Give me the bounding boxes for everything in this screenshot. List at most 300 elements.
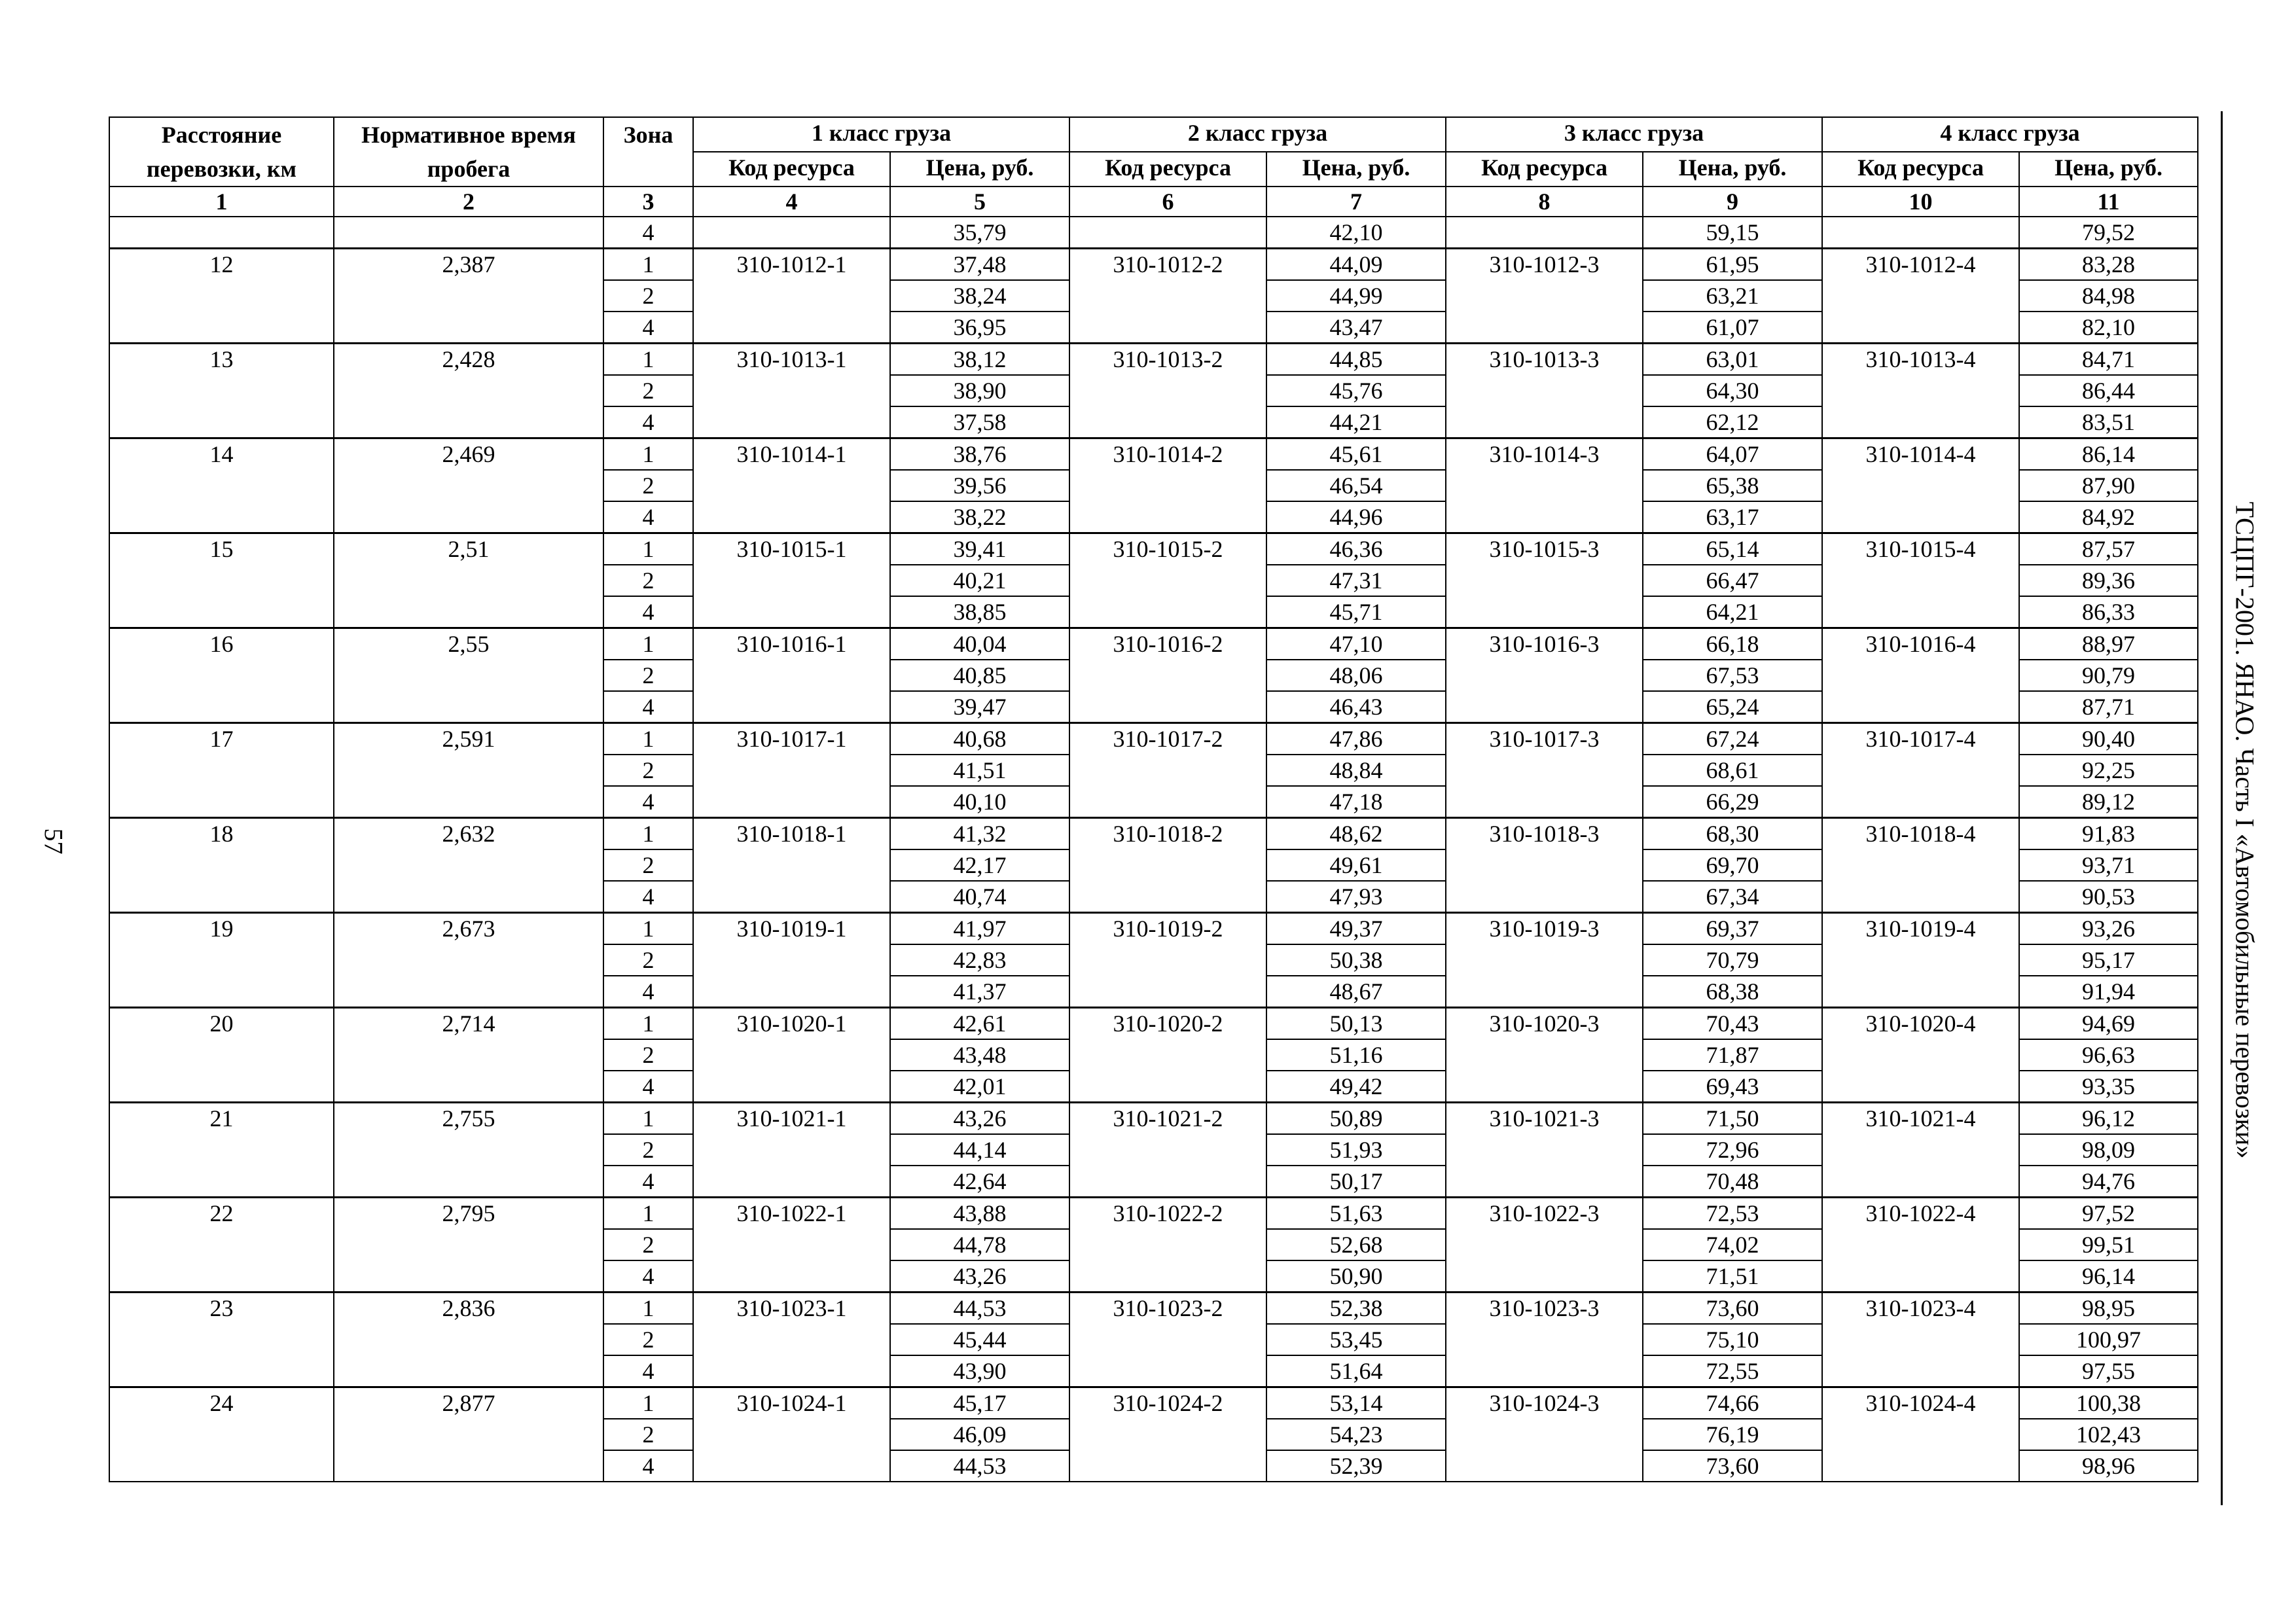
code-cell (1069, 217, 1266, 249)
price-cell: 49,42 (1266, 1071, 1446, 1103)
zone-cell: 2 (603, 1134, 693, 1166)
price-cell: 59,15 (1643, 217, 1822, 249)
table-row (109, 596, 2198, 628)
price-cell: 40,68 (890, 723, 1069, 755)
code-cell: 310-1012-1 (693, 249, 890, 281)
distance-cell: 22 (109, 1198, 334, 1230)
price-cell: 100,38 (2019, 1387, 2198, 1419)
norm-time-cell (334, 375, 603, 406)
code-cell: 310-1014-3 (1446, 438, 1643, 471)
code-cell (1822, 1324, 2019, 1355)
price-cell: 69,70 (1643, 849, 1822, 881)
price-cell: 44,21 (1266, 406, 1446, 438)
price-cell: 65,38 (1643, 470, 1822, 501)
code-cell (1822, 501, 2019, 533)
price-cell: 42,83 (890, 944, 1069, 976)
header-norm-time: Нормативное время пробега (334, 117, 603, 187)
table-row (109, 1103, 2198, 1135)
table-body (109, 217, 2198, 1482)
norm-time-cell (334, 1419, 603, 1450)
header-class-2: 2 класс груза (1069, 117, 1446, 152)
price-cell: 41,97 (890, 913, 1069, 945)
price-cell: 95,17 (2019, 944, 2198, 976)
table-row (109, 913, 2198, 945)
price-cell: 50,89 (1266, 1103, 1446, 1135)
price-cell: 86,14 (2019, 438, 2198, 471)
code-cell (1446, 1450, 1643, 1482)
price-cell: 38,22 (890, 501, 1069, 533)
code-cell (693, 786, 890, 818)
price-cell: 61,95 (1643, 249, 1822, 281)
code-cell (1069, 1450, 1266, 1482)
distance-cell (109, 1419, 334, 1450)
price-cell: 43,88 (890, 1198, 1069, 1230)
code-cell (1069, 565, 1266, 596)
code-cell: 310-1014-4 (1822, 438, 2019, 471)
table-row (109, 723, 2198, 755)
price-cell: 96,12 (2019, 1103, 2198, 1135)
table-row (109, 849, 2198, 881)
code-cell (1069, 1355, 1266, 1387)
price-cell: 92,25 (2019, 755, 2198, 786)
price-cell: 64,07 (1643, 438, 1822, 471)
code-cell (1446, 849, 1643, 881)
price-cell: 70,79 (1643, 944, 1822, 976)
code-cell (693, 660, 890, 691)
code-cell (1069, 976, 1266, 1008)
price-cell: 51,93 (1266, 1134, 1446, 1166)
price-cell: 65,14 (1643, 533, 1822, 565)
table-row (109, 818, 2198, 850)
price-cell: 40,21 (890, 565, 1069, 596)
table-row (109, 1134, 2198, 1166)
table-row (109, 1324, 2198, 1355)
price-cell: 98,09 (2019, 1134, 2198, 1166)
price-cell: 66,47 (1643, 565, 1822, 596)
table-row (109, 344, 2198, 376)
price-cell: 50,38 (1266, 944, 1446, 976)
norm-time-cell: 2,387 (334, 249, 603, 281)
norm-time-cell: 2,55 (334, 628, 603, 660)
price-cell: 42,01 (890, 1071, 1069, 1103)
code-cell (693, 849, 890, 881)
distance-cell (109, 312, 334, 344)
distance-cell (109, 1355, 334, 1387)
code-cell (1822, 1134, 2019, 1166)
price-cell: 51,64 (1266, 1355, 1446, 1387)
price-cell: 36,95 (890, 312, 1069, 344)
code-cell (1446, 1419, 1643, 1450)
code-cell (1822, 849, 2019, 881)
code-cell: 310-1015-2 (1069, 533, 1266, 565)
code-cell (1446, 976, 1643, 1008)
code-cell: 310-1023-2 (1069, 1293, 1266, 1325)
price-cell: 90,40 (2019, 723, 2198, 755)
code-cell (693, 1419, 890, 1450)
price-cell: 99,51 (2019, 1229, 2198, 1260)
distance-cell (109, 1260, 334, 1293)
distance-cell (109, 755, 334, 786)
price-cell: 47,18 (1266, 786, 1446, 818)
table-row (109, 1293, 2198, 1325)
code-cell: 310-1018-3 (1446, 818, 1643, 850)
norm-time-cell (334, 755, 603, 786)
table-row (109, 1229, 2198, 1260)
price-cell: 72,55 (1643, 1355, 1822, 1387)
price-cell: 93,35 (2019, 1071, 2198, 1103)
code-cell (693, 1166, 890, 1198)
price-cell: 61,07 (1643, 312, 1822, 344)
code-cell (693, 944, 890, 976)
code-cell (693, 280, 890, 312)
distance-cell: 13 (109, 344, 334, 376)
code-cell (1822, 944, 2019, 976)
code-cell (1069, 1039, 1266, 1071)
price-cell: 63,01 (1643, 344, 1822, 376)
price-cell: 93,71 (2019, 849, 2198, 881)
code-cell (1446, 501, 1643, 533)
price-cell: 73,60 (1643, 1293, 1822, 1325)
norm-time-cell: 2,428 (334, 344, 603, 376)
price-cell: 38,12 (890, 344, 1069, 376)
code-cell (1446, 217, 1643, 249)
norm-time-cell (334, 1450, 603, 1482)
code-cell: 310-1014-1 (693, 438, 890, 471)
code-cell (1069, 755, 1266, 786)
distance-cell (109, 691, 334, 723)
code-cell (693, 565, 890, 596)
header-distance: Расстояние перевозки, км (109, 117, 334, 187)
price-cell: 44,14 (890, 1134, 1069, 1166)
code-cell: 310-1024-3 (1446, 1387, 1643, 1419)
price-cell: 90,53 (2019, 881, 2198, 913)
code-cell: 310-1013-1 (693, 344, 890, 376)
price-cell: 63,17 (1643, 501, 1822, 533)
code-cell (1822, 1450, 2019, 1482)
zone-cell: 2 (603, 1229, 693, 1260)
code-cell: 310-1022-3 (1446, 1198, 1643, 1230)
code-cell (693, 1324, 890, 1355)
price-cell: 42,17 (890, 849, 1069, 881)
price-cell: 40,74 (890, 881, 1069, 913)
norm-time-cell (334, 691, 603, 723)
code-cell: 310-1012-2 (1069, 249, 1266, 281)
code-cell (693, 1134, 890, 1166)
price-cell: 86,33 (2019, 596, 2198, 628)
code-cell (1069, 406, 1266, 438)
column-number: 3 (603, 187, 693, 217)
code-cell (1822, 406, 2019, 438)
code-cell: 310-1019-1 (693, 913, 890, 945)
zone-cell: 1 (603, 438, 693, 471)
code-cell (693, 691, 890, 723)
zone-cell: 4 (603, 976, 693, 1008)
code-cell (1069, 881, 1266, 913)
price-cell: 37,48 (890, 249, 1069, 281)
code-cell (1446, 660, 1643, 691)
distance-cell: 18 (109, 818, 334, 850)
code-cell (693, 312, 890, 344)
code-cell (1069, 1419, 1266, 1450)
price-cell: 39,56 (890, 470, 1069, 501)
distance-cell: 17 (109, 723, 334, 755)
code-cell (1822, 1071, 2019, 1103)
code-cell: 310-1016-4 (1822, 628, 2019, 660)
price-cell: 39,47 (890, 691, 1069, 723)
price-cell: 62,12 (1643, 406, 1822, 438)
table-row (109, 1071, 2198, 1103)
zone-cell: 1 (603, 818, 693, 850)
zone-cell: 1 (603, 1008, 693, 1040)
distance-cell (109, 944, 334, 976)
price-cell: 96,14 (2019, 1260, 2198, 1293)
price-cell: 89,12 (2019, 786, 2198, 818)
code-cell (693, 1071, 890, 1103)
price-cell: 48,06 (1266, 660, 1446, 691)
price-cell: 51,63 (1266, 1198, 1446, 1230)
code-cell: 310-1021-1 (693, 1103, 890, 1135)
table-row (109, 501, 2198, 533)
page-number: 57 (39, 828, 69, 855)
price-cell: 38,90 (890, 375, 1069, 406)
table-row (109, 944, 2198, 976)
code-cell: 310-1017-1 (693, 723, 890, 755)
distance-cell (109, 786, 334, 818)
table-row (109, 1387, 2198, 1419)
price-cell: 47,10 (1266, 628, 1446, 660)
norm-time-cell (334, 1166, 603, 1198)
price-cell: 72,96 (1643, 1134, 1822, 1166)
zone-cell: 2 (603, 1419, 693, 1450)
code-cell (1446, 565, 1643, 596)
carry-over-row (109, 217, 2198, 249)
price-cell: 68,30 (1643, 818, 1822, 850)
table-row (109, 786, 2198, 818)
distance-cell (109, 976, 334, 1008)
header-price-class-1: Цена, руб. (890, 152, 1069, 187)
code-cell: 310-1015-3 (1446, 533, 1643, 565)
code-cell (1069, 470, 1266, 501)
zone-cell: 1 (603, 344, 693, 376)
price-table (109, 116, 2198, 1482)
code-cell (1069, 375, 1266, 406)
price-cell: 82,10 (2019, 312, 2198, 344)
header-class-1: 1 класс груза (693, 117, 1069, 152)
price-cell: 41,51 (890, 755, 1069, 786)
table-row (109, 565, 2198, 596)
code-cell: 310-1020-4 (1822, 1008, 2019, 1040)
zone-cell: 4 (603, 406, 693, 438)
price-cell: 47,31 (1266, 565, 1446, 596)
norm-time-cell: 2,714 (334, 1008, 603, 1040)
table-row (109, 312, 2198, 344)
code-cell (693, 1229, 890, 1260)
price-cell: 73,60 (1643, 1450, 1822, 1482)
header-zone: Зона (603, 117, 693, 187)
price-cell: 45,76 (1266, 375, 1446, 406)
code-cell: 310-1019-3 (1446, 913, 1643, 945)
header-class-3: 3 класс груза (1446, 117, 1822, 152)
norm-time-cell (334, 1134, 603, 1166)
price-cell: 64,21 (1643, 596, 1822, 628)
code-cell (1822, 1229, 2019, 1260)
norm-time-cell (334, 1260, 603, 1293)
table-row (109, 1260, 2198, 1293)
zone-cell: 4 (603, 501, 693, 533)
distance-cell: 24 (109, 1387, 334, 1419)
distance-cell: 23 (109, 1293, 334, 1325)
price-cell: 52,39 (1266, 1450, 1446, 1482)
price-cell: 48,67 (1266, 976, 1446, 1008)
price-cell: 38,85 (890, 596, 1069, 628)
norm-time-cell: 2,632 (334, 818, 603, 850)
code-cell: 310-1012-4 (1822, 249, 2019, 281)
code-cell: 310-1017-2 (1069, 723, 1266, 755)
code-cell (693, 1260, 890, 1293)
distance-cell (109, 1039, 334, 1071)
norm-time-cell (334, 1324, 603, 1355)
column-numbers-row (109, 187, 2198, 217)
norm-time-cell (334, 280, 603, 312)
distance-cell: 14 (109, 438, 334, 471)
code-cell: 310-1013-4 (1822, 344, 2019, 376)
price-cell: 45,61 (1266, 438, 1446, 471)
price-cell: 90,79 (2019, 660, 2198, 691)
table-row (109, 881, 2198, 913)
zone-cell: 4 (603, 596, 693, 628)
zone-cell: 2 (603, 849, 693, 881)
price-cell: 71,87 (1643, 1039, 1822, 1071)
price-cell: 39,41 (890, 533, 1069, 565)
column-number: 8 (1446, 187, 1643, 217)
distance-cell (109, 406, 334, 438)
zone-cell: 1 (603, 628, 693, 660)
code-cell: 310-1022-1 (693, 1198, 890, 1230)
price-cell: 53,14 (1266, 1387, 1446, 1419)
price-cell: 87,90 (2019, 470, 2198, 501)
zone-cell: 2 (603, 280, 693, 312)
norm-time-cell: 2,673 (334, 913, 603, 945)
zone-cell: 4 (603, 1071, 693, 1103)
code-cell (693, 596, 890, 628)
code-cell (693, 1355, 890, 1387)
price-cell: 67,24 (1643, 723, 1822, 755)
code-cell: 310-1013-2 (1069, 344, 1266, 376)
code-cell (1446, 1166, 1643, 1198)
price-cell: 74,66 (1643, 1387, 1822, 1419)
code-cell (1822, 1260, 2019, 1293)
norm-time-cell: 2,591 (334, 723, 603, 755)
code-cell: 310-1017-3 (1446, 723, 1643, 755)
code-cell (1822, 1355, 2019, 1387)
code-cell (1069, 849, 1266, 881)
code-cell: 310-1017-4 (1822, 723, 2019, 755)
zone-cell: 4 (603, 881, 693, 913)
price-cell: 83,28 (2019, 249, 2198, 281)
table-row (109, 375, 2198, 406)
norm-time-cell: 2,51 (334, 533, 603, 565)
column-number: 10 (1822, 187, 2019, 217)
column-number: 1 (109, 187, 334, 217)
price-cell: 45,71 (1266, 596, 1446, 628)
code-cell: 310-1015-1 (693, 533, 890, 565)
code-cell: 310-1024-2 (1069, 1387, 1266, 1419)
table-row (109, 280, 2198, 312)
code-cell (1822, 1039, 2019, 1071)
table-row (109, 1198, 2198, 1230)
price-cell: 97,52 (2019, 1198, 2198, 1230)
code-cell: 310-1018-2 (1069, 818, 1266, 850)
zone-cell: 4 (603, 312, 693, 344)
code-cell: 310-1018-4 (1822, 818, 2019, 850)
price-cell: 75,10 (1643, 1324, 1822, 1355)
price-cell: 64,30 (1643, 375, 1822, 406)
zone-cell: 4 (603, 1355, 693, 1387)
price-cell: 66,29 (1643, 786, 1822, 818)
price-cell: 68,61 (1643, 755, 1822, 786)
code-cell (1822, 280, 2019, 312)
distance-cell (109, 881, 334, 913)
code-cell (1446, 406, 1643, 438)
zone-cell: 1 (603, 1387, 693, 1419)
header-code-class-3: Код ресурса (1446, 152, 1643, 187)
zone-cell: 4 (603, 691, 693, 723)
code-cell (1822, 375, 2019, 406)
price-cell: 93,26 (2019, 913, 2198, 945)
code-cell: 310-1015-4 (1822, 533, 2019, 565)
code-cell: 310-1018-1 (693, 818, 890, 850)
code-cell (1822, 565, 2019, 596)
distance-cell (109, 1324, 334, 1355)
header-code-class-4: Код ресурса (1822, 152, 2019, 187)
zone-cell: 2 (603, 1324, 693, 1355)
code-cell (1446, 691, 1643, 723)
code-cell (1446, 1324, 1643, 1355)
price-cell: 38,24 (890, 280, 1069, 312)
distance-cell (109, 1229, 334, 1260)
code-cell: 310-1021-2 (1069, 1103, 1266, 1135)
norm-time-cell (334, 1039, 603, 1071)
price-cell: 74,02 (1643, 1229, 1822, 1260)
norm-time-cell (334, 849, 603, 881)
zone-cell: 2 (603, 944, 693, 976)
zone-cell: 2 (603, 1039, 693, 1071)
table-row (109, 1450, 2198, 1482)
table-row (109, 1008, 2198, 1040)
price-cell: 35,79 (890, 217, 1069, 249)
code-cell (1069, 312, 1266, 344)
distance-cell (109, 660, 334, 691)
price-cell: 97,55 (2019, 1355, 2198, 1387)
zone-cell: 4 (603, 1260, 693, 1293)
column-number: 7 (1266, 187, 1446, 217)
price-cell: 94,69 (2019, 1008, 2198, 1040)
distance-cell: 16 (109, 628, 334, 660)
code-cell (1446, 1039, 1643, 1071)
zone-cell: 1 (603, 913, 693, 945)
price-cell: 98,95 (2019, 1293, 2198, 1325)
code-cell: 310-1022-2 (1069, 1198, 1266, 1230)
distance-cell (109, 375, 334, 406)
zone-cell: 1 (603, 1198, 693, 1230)
code-cell (1446, 881, 1643, 913)
code-cell (1069, 280, 1266, 312)
norm-time-cell: 2,795 (334, 1198, 603, 1230)
norm-time-cell (334, 565, 603, 596)
norm-time-cell: 2,755 (334, 1103, 603, 1135)
price-cell: 94,76 (2019, 1166, 2198, 1198)
norm-time-cell (334, 596, 603, 628)
